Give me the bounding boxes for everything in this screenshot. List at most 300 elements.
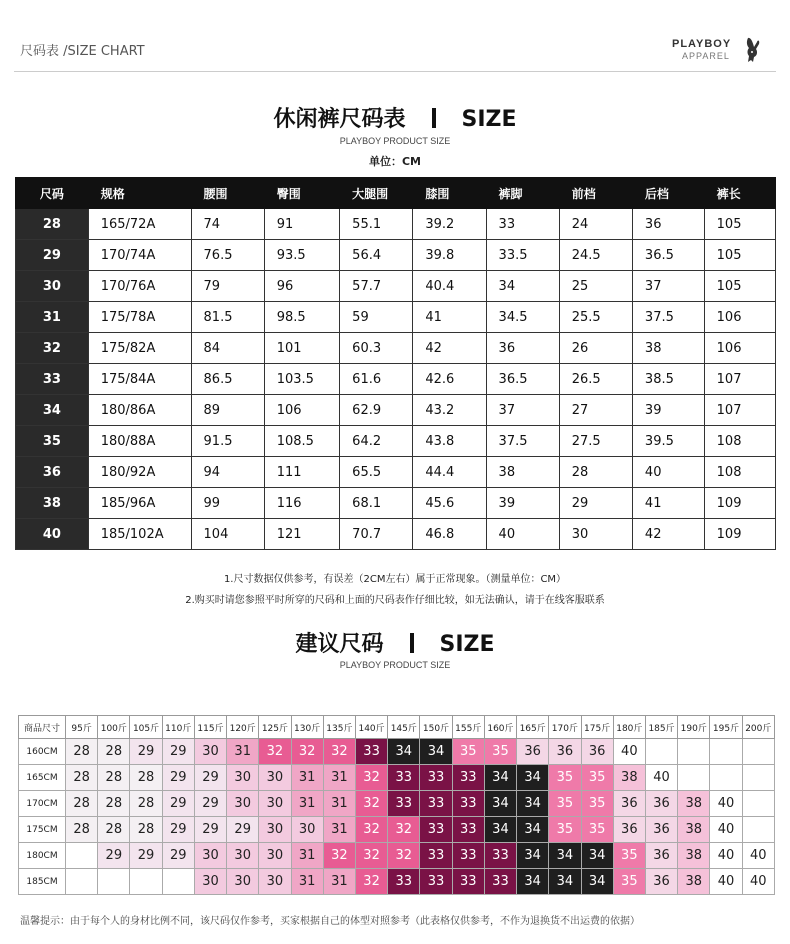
- table-cell: 108: [704, 426, 775, 457]
- recommend-cell: 34: [484, 791, 516, 817]
- recommend-cell: 30: [291, 817, 323, 843]
- recommend-cell: 30: [227, 869, 259, 895]
- unit-label: 单位：CM: [368, 155, 422, 168]
- table-row: [19, 765, 775, 791]
- recommend-cell: 29: [162, 843, 194, 869]
- size-chart-subtitle: PLAYBOY PRODUCT SIZE: [339, 136, 451, 146]
- logo-text: PLAYBOY: [672, 38, 732, 50]
- recommend-cell: 32: [355, 843, 387, 869]
- recommend-cell: 36: [645, 791, 677, 817]
- recommend-cell: [742, 739, 774, 765]
- table-cell: 64.2: [340, 426, 413, 457]
- table-cell: 105: [704, 209, 775, 240]
- table-cell: 39.8: [413, 240, 486, 271]
- table-cell: 175/82A: [88, 333, 191, 364]
- recommend-cell: 29: [162, 817, 194, 843]
- recommend-cell: [66, 869, 98, 895]
- weight-header-cell: 190斤: [678, 716, 710, 739]
- table-cell: 79: [191, 271, 264, 302]
- recommend-cell: 38: [678, 843, 710, 869]
- table-cell: 107: [704, 395, 775, 426]
- size-label-cell: 34: [16, 395, 89, 426]
- recommend-cell: 40: [710, 791, 742, 817]
- recommend-cell: 40: [710, 869, 742, 895]
- table-row: [19, 739, 775, 765]
- size-label-cell: 35: [16, 426, 89, 457]
- recommend-cell: 33: [484, 869, 516, 895]
- recommend-cell: 32: [388, 817, 420, 843]
- table-cell: 56.4: [340, 240, 413, 271]
- title-en: SIZE: [461, 107, 517, 132]
- table-cell: 104: [191, 519, 264, 550]
- table-cell: 39: [632, 395, 704, 426]
- recommend-cell: 28: [130, 817, 162, 843]
- table-cell: 68.1: [340, 488, 413, 519]
- table-cell: 180/86A: [88, 395, 191, 426]
- recommend-table-header: [19, 716, 775, 739]
- playboy-logo: [672, 36, 772, 68]
- table-cell: 108: [704, 457, 775, 488]
- recommend-cell: 36: [549, 739, 581, 765]
- note-2: 2.购买时请您参照平时所穿的尺码和上面的尺码表作仔细比较，如无法确认，请于在线客服联系: [185, 595, 605, 606]
- recommend-cell: 30: [227, 843, 259, 869]
- table-cell: 65.5: [340, 457, 413, 488]
- recommend-cell: 28: [98, 791, 130, 817]
- table-cell: 170/74A: [88, 240, 191, 271]
- weight-header-cell: 195斤: [710, 716, 742, 739]
- size-table-header-cell: 尺码: [16, 178, 89, 209]
- recommend-cell: 33: [452, 869, 484, 895]
- recommend-cell: 31: [323, 869, 355, 895]
- recommend-cell: 32: [323, 843, 355, 869]
- table-cell: 180/88A: [88, 426, 191, 457]
- weight-header-cell: 110斤: [162, 716, 194, 739]
- table-cell: 57.7: [340, 271, 413, 302]
- table-cell: 94: [191, 457, 264, 488]
- table-cell: 175/84A: [88, 364, 191, 395]
- weight-header-cell: 150斤: [420, 716, 452, 739]
- table-cell: 185/96A: [88, 488, 191, 519]
- recommend-cell: 29: [194, 765, 226, 791]
- recommend-cell: 33: [420, 765, 452, 791]
- recommend-cell: 33: [355, 739, 387, 765]
- weight-header-cell: 165斤: [517, 716, 549, 739]
- recommend-cell: 38: [678, 869, 710, 895]
- recommend-title-en: SIZE: [439, 632, 495, 657]
- table-cell: 106: [704, 333, 775, 364]
- weight-header-cell: 170斤: [549, 716, 581, 739]
- recommend-cell: 35: [549, 765, 581, 791]
- table-cell: 98.5: [264, 302, 339, 333]
- table-cell: 34: [486, 271, 559, 302]
- table-row: [16, 519, 776, 550]
- table-cell: 42: [632, 519, 704, 550]
- note-1: 1.尺寸数据仅供参考，有误差（2CM左右）属于正常现象。（测量单位：CM）: [223, 574, 567, 585]
- table-cell: 185/102A: [88, 519, 191, 550]
- weight-header-cell: 130斤: [291, 716, 323, 739]
- table-cell: 40: [486, 519, 559, 550]
- recommend-cell: 33: [420, 869, 452, 895]
- header-divider: [14, 71, 776, 72]
- table-cell: 55.1: [340, 209, 413, 240]
- recommend-cell: 34: [517, 817, 549, 843]
- breadcrumb: 尺码表 /SIZE CHART: [20, 44, 145, 59]
- table-cell: 38: [632, 333, 704, 364]
- table-cell: 36: [632, 209, 704, 240]
- table-row: [16, 240, 776, 271]
- size-table-header-cell: 规格: [88, 178, 191, 209]
- table-cell: 62.9: [340, 395, 413, 426]
- recommend-table: [18, 715, 775, 895]
- recommend-cell: 34: [517, 869, 549, 895]
- recommend-cell: [678, 765, 710, 791]
- size-table-header-cell: 膝围: [413, 178, 486, 209]
- recommend-cell: 34: [581, 869, 613, 895]
- table-cell: 36.5: [486, 364, 559, 395]
- table-cell: 109: [704, 519, 775, 550]
- title-cn: 休闲裤尺码表: [273, 107, 406, 132]
- size-table-header-cell: 裤长: [704, 178, 775, 209]
- weight-header-cell: 95斤: [66, 716, 98, 739]
- recommend-cell: 28: [130, 765, 162, 791]
- size-table-header: [16, 178, 776, 209]
- recommend-cell: 28: [98, 765, 130, 791]
- recommend-cell: 31: [323, 817, 355, 843]
- recommend-cell: 30: [259, 843, 291, 869]
- table-cell: 24.5: [559, 240, 632, 271]
- recommend-cell: 35: [484, 739, 516, 765]
- recommend-cell: 28: [98, 817, 130, 843]
- weight-header-cell: 160斤: [484, 716, 516, 739]
- recommend-cell: 31: [291, 791, 323, 817]
- logo-subtext: APPAREL: [682, 51, 730, 61]
- weight-header-cell: 140斤: [355, 716, 387, 739]
- table-cell: 81.5: [191, 302, 264, 333]
- table-cell: 26: [559, 333, 632, 364]
- recommend-cell: 38: [678, 817, 710, 843]
- table-cell: 76.5: [191, 240, 264, 271]
- recommend-cell: 30: [194, 869, 226, 895]
- recommend-cell: 30: [194, 843, 226, 869]
- bunny-icon: [740, 36, 764, 64]
- size-chart-title: [0, 102, 790, 133]
- table-cell: 36.5: [632, 240, 704, 271]
- weight-header-cell: 115斤: [194, 716, 226, 739]
- recommend-cell: 33: [388, 869, 420, 895]
- weight-header-cell: 105斤: [130, 716, 162, 739]
- recommend-cell: 29: [227, 817, 259, 843]
- weight-header-cell: 155斤: [452, 716, 484, 739]
- size-label-cell: 29: [16, 240, 89, 271]
- table-cell: 33.5: [486, 240, 559, 271]
- recommend-cell: 34: [517, 843, 549, 869]
- recommend-cell: 28: [130, 791, 162, 817]
- recommend-cell: 36: [613, 817, 645, 843]
- table-row: [16, 395, 776, 426]
- recommend-cell: 33: [420, 817, 452, 843]
- recommend-cell: 29: [162, 791, 194, 817]
- table-cell: 74: [191, 209, 264, 240]
- page-header: [0, 0, 790, 72]
- table-cell: 40.4: [413, 271, 486, 302]
- weight-header-cell: 175斤: [581, 716, 613, 739]
- table-cell: 27.5: [559, 426, 632, 457]
- table-cell: 121: [264, 519, 339, 550]
- recommend-cell: 32: [355, 817, 387, 843]
- size-table: [15, 177, 776, 550]
- recommend-cell: 35: [581, 765, 613, 791]
- recommend-cell: 30: [227, 765, 259, 791]
- table-cell: 61.6: [340, 364, 413, 395]
- recommend-cell: 30: [259, 791, 291, 817]
- footer-tip: 温馨提示：由于每个人的身材比例不同，该尺码仅作参考，买家根据自己的体型对照参考（此表格仅供参考，不作为退换货不出运费的依据）: [20, 916, 640, 927]
- size-label-cell: 28: [16, 209, 89, 240]
- size-table-header-cell: 腰围: [191, 178, 264, 209]
- table-cell: 91: [264, 209, 339, 240]
- table-row: [19, 869, 775, 895]
- table-cell: 40: [632, 457, 704, 488]
- table-row: [16, 271, 776, 302]
- recommend-cell: [645, 739, 677, 765]
- table-cell: 41: [632, 488, 704, 519]
- table-cell: 37.5: [632, 302, 704, 333]
- recommend-cell: 28: [66, 765, 98, 791]
- weight-header-cell: 200斤: [742, 716, 774, 739]
- recommend-cell: [742, 791, 774, 817]
- recommend-cell: 29: [98, 843, 130, 869]
- table-cell: 170/76A: [88, 271, 191, 302]
- recommend-title-cn: 建议尺码: [295, 632, 384, 657]
- weight-header-cell: 100斤: [98, 716, 130, 739]
- size-table-header-cell: 前档: [559, 178, 632, 209]
- table-cell: 175/78A: [88, 302, 191, 333]
- recommend-cell: 32: [388, 843, 420, 869]
- recommend-cell: 28: [66, 739, 98, 765]
- table-cell: 44.4: [413, 457, 486, 488]
- recommend-cell: [130, 869, 162, 895]
- table-cell: 91.5: [191, 426, 264, 457]
- weight-header-cell: 125斤: [259, 716, 291, 739]
- table-cell: 180/92A: [88, 457, 191, 488]
- table-cell: 28: [559, 457, 632, 488]
- recommend-cell: 29: [162, 739, 194, 765]
- table-cell: 39: [486, 488, 559, 519]
- recommend-cell: 31: [291, 843, 323, 869]
- table-row: [16, 426, 776, 457]
- table-cell: 106: [264, 395, 339, 426]
- recommend-cell: 32: [323, 739, 355, 765]
- table-cell: 43.2: [413, 395, 486, 426]
- table-cell: 103.5: [264, 364, 339, 395]
- size-table-header-cell: 臀围: [264, 178, 339, 209]
- weight-header-cell: 185斤: [645, 716, 677, 739]
- table-cell: 25: [559, 271, 632, 302]
- table-cell: 107: [704, 364, 775, 395]
- table-cell: 30: [559, 519, 632, 550]
- recommend-cell: 28: [98, 739, 130, 765]
- recommend-cell: 33: [484, 843, 516, 869]
- recommend-cell: [162, 869, 194, 895]
- recommend-cell: 32: [291, 739, 323, 765]
- recommend-cell: 31: [291, 765, 323, 791]
- recommend-cell: 33: [452, 791, 484, 817]
- size-label-cell: 36: [16, 457, 89, 488]
- recommend-cell: 35: [613, 843, 645, 869]
- recommend-cell: 29: [162, 765, 194, 791]
- recommend-cell: 38: [613, 765, 645, 791]
- table-cell: 42: [413, 333, 486, 364]
- recommend-cell: 33: [420, 843, 452, 869]
- recommend-cell: 36: [613, 791, 645, 817]
- size-label-cell: 32: [16, 333, 89, 364]
- table-cell: 37: [632, 271, 704, 302]
- recommend-cell: [710, 739, 742, 765]
- weight-header-cell: 180斤: [613, 716, 645, 739]
- table-cell: 105: [704, 271, 775, 302]
- recommend-cell: 30: [227, 791, 259, 817]
- recommend-cell: 30: [259, 817, 291, 843]
- height-label-cell: 185CM: [19, 869, 66, 895]
- table-cell: 25.5: [559, 302, 632, 333]
- table-cell: 38.5: [632, 364, 704, 395]
- table-cell: 105: [704, 240, 775, 271]
- table-cell: 33: [486, 209, 559, 240]
- title-separator: [432, 108, 436, 128]
- table-cell: 99: [191, 488, 264, 519]
- table-cell: 38: [486, 457, 559, 488]
- recommend-cell: 34: [420, 739, 452, 765]
- recommend-cell: 32: [355, 869, 387, 895]
- recommend-cell: 29: [194, 791, 226, 817]
- recommend-cell: 29: [130, 843, 162, 869]
- recommend-cell: 29: [130, 739, 162, 765]
- recommend-cell: [66, 843, 98, 869]
- recommend-cell: 35: [452, 739, 484, 765]
- size-table-header-cell: 裤脚: [486, 178, 559, 209]
- table-cell: 37: [486, 395, 559, 426]
- recommend-cell: 34: [581, 843, 613, 869]
- table-cell: 93.5: [264, 240, 339, 271]
- recommend-cell: 31: [323, 791, 355, 817]
- table-cell: 42.6: [413, 364, 486, 395]
- table-row: [19, 791, 775, 817]
- table-cell: 39.2: [413, 209, 486, 240]
- recommend-cell: 33: [420, 791, 452, 817]
- height-label-cell: 160CM: [19, 739, 66, 765]
- table-cell: 37.5: [486, 426, 559, 457]
- recommend-cell: 34: [517, 791, 549, 817]
- recommend-cell: 30: [259, 869, 291, 895]
- table-row: [19, 843, 775, 869]
- size-label-cell: 38: [16, 488, 89, 519]
- recommend-cell: 36: [645, 817, 677, 843]
- table-cell: 116: [264, 488, 339, 519]
- size-label-cell: 30: [16, 271, 89, 302]
- recommend-cell: 36: [645, 869, 677, 895]
- recommend-cell: 32: [355, 765, 387, 791]
- height-label-cell: 180CM: [19, 843, 66, 869]
- table-cell: 27: [559, 395, 632, 426]
- recommend-cell: 35: [581, 817, 613, 843]
- corner-header-cell: 商品尺寸: [19, 716, 66, 739]
- table-cell: 101: [264, 333, 339, 364]
- size-table-header-cell: 大腿围: [340, 178, 413, 209]
- recommend-cell: 36: [517, 739, 549, 765]
- recommend-subtitle: PLAYBOY PRODUCT SIZE: [339, 660, 451, 670]
- weight-header-cell: 135斤: [323, 716, 355, 739]
- recommend-cell: 30: [259, 765, 291, 791]
- recommend-cell: 29: [194, 817, 226, 843]
- table-row: [16, 209, 776, 240]
- recommend-cell: 34: [517, 765, 549, 791]
- table-row: [16, 488, 776, 519]
- table-cell: 24: [559, 209, 632, 240]
- recommend-cell: 35: [581, 791, 613, 817]
- table-cell: 111: [264, 457, 339, 488]
- table-row: [16, 457, 776, 488]
- recommend-cell: [742, 817, 774, 843]
- recommend-cell: 36: [645, 843, 677, 869]
- table-cell: 165/72A: [88, 209, 191, 240]
- size-table-header-cell: 后档: [632, 178, 704, 209]
- recommend-cell: 34: [484, 765, 516, 791]
- table-row: [16, 333, 776, 364]
- table-cell: 34.5: [486, 302, 559, 333]
- table-row: [16, 364, 776, 395]
- recommend-cell: [98, 869, 130, 895]
- size-label-cell: 40: [16, 519, 89, 550]
- recommend-cell: 31: [291, 869, 323, 895]
- table-cell: 108.5: [264, 426, 339, 457]
- table-cell: 36: [486, 333, 559, 364]
- recommend-cell: 36: [581, 739, 613, 765]
- table-cell: 59: [340, 302, 413, 333]
- recommend-cell: 33: [388, 791, 420, 817]
- recommend-title: [0, 627, 790, 658]
- size-label-cell: 33: [16, 364, 89, 395]
- recommend-cell: 31: [323, 765, 355, 791]
- recommend-cell: 40: [613, 739, 645, 765]
- table-row: [19, 817, 775, 843]
- recommend-cell: 33: [452, 843, 484, 869]
- table-cell: 106: [704, 302, 775, 333]
- recommend-cell: [710, 765, 742, 791]
- recommend-cell: 31: [227, 739, 259, 765]
- height-label-cell: 175CM: [19, 817, 66, 843]
- table-row: [16, 302, 776, 333]
- recommend-cell: 28: [66, 817, 98, 843]
- table-cell: 70.7: [340, 519, 413, 550]
- title-separator: [410, 633, 414, 653]
- table-cell: 86.5: [191, 364, 264, 395]
- table-cell: 84: [191, 333, 264, 364]
- recommend-cell: 33: [388, 765, 420, 791]
- height-label-cell: 165CM: [19, 765, 66, 791]
- recommend-cell: 34: [484, 817, 516, 843]
- table-cell: 43.8: [413, 426, 486, 457]
- weight-header-cell: 120斤: [227, 716, 259, 739]
- height-label-cell: 170CM: [19, 791, 66, 817]
- recommend-cell: 28: [66, 791, 98, 817]
- table-cell: 29: [559, 488, 632, 519]
- table-cell: 45.6: [413, 488, 486, 519]
- recommend-cell: 33: [452, 765, 484, 791]
- table-cell: 41: [413, 302, 486, 333]
- recommend-cell: 35: [549, 817, 581, 843]
- recommend-cell: [678, 739, 710, 765]
- recommend-cell: 34: [549, 843, 581, 869]
- table-cell: 109: [704, 488, 775, 519]
